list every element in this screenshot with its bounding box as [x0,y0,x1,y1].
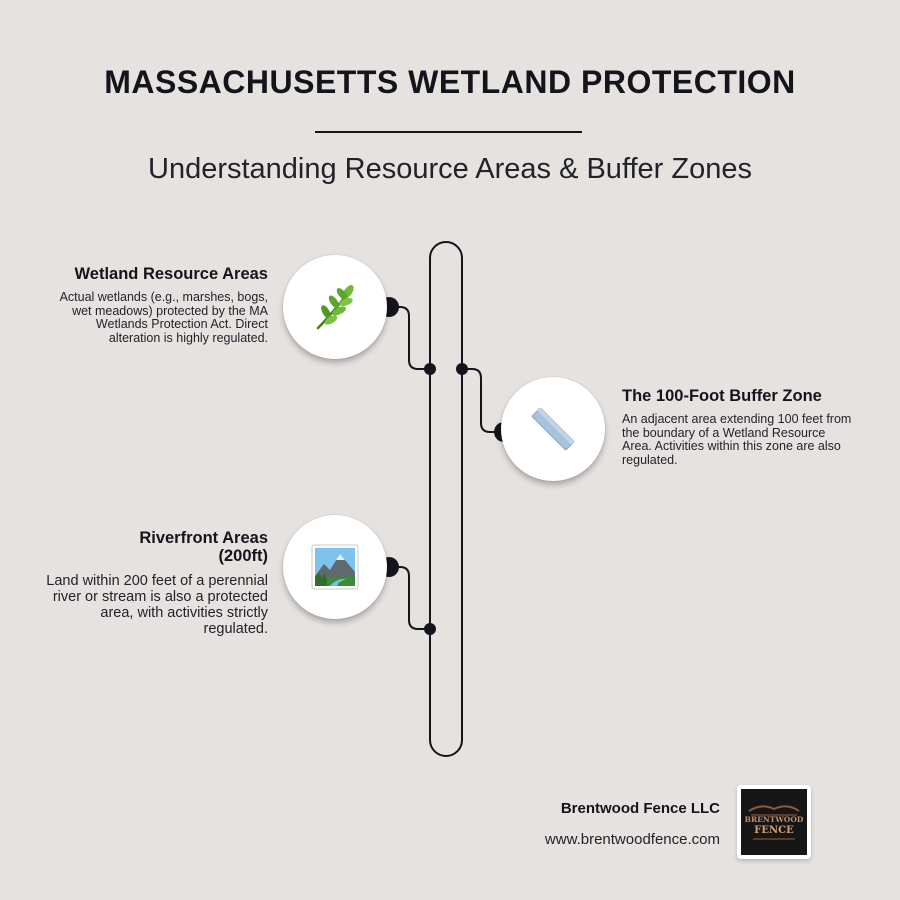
wetland-resource-areas-title: Wetland Resource Areas [74,265,268,283]
svg-text:BRENTWOOD: BRENTWOOD [744,815,804,824]
landscape-picture-icon [310,542,360,592]
company-website-link[interactable]: www.brentwoodfence.com [544,831,720,848]
page-subtitle: Understanding Resource Areas & Buffer Zones [148,153,752,185]
track-junction-wetland [424,363,436,375]
herb-icon [308,280,362,334]
buffer-zone-description: An adjacent area extending 100 feet from the boundary of a Wetland Resource Area. Activities within this zone are also regulated. [622,412,852,467]
connector-buffer [462,369,504,432]
riverfront-areas-block [40,529,268,637]
company-name: Brentwood Fence LLC [560,800,720,817]
connector-riverfront [389,567,430,629]
company-logo [737,785,811,859]
ruler-icon [523,399,583,459]
track-junction-buffer [456,363,468,375]
page-title: MASSACHUSETTS WETLAND PROTECTION [104,64,796,100]
connector-wetland [389,307,430,369]
central-track [430,242,462,756]
buffer-zone-block [622,387,852,467]
svg-text:FENCE: FENCE [754,825,794,836]
wetland-resource-areas-description: Actual wetlands (e.g., marshes, bogs, wet meadows) protected by the MA Wetlands Protection Act. Direct alteration is highly regulated. [59,290,268,345]
brentwood-fence-logo-icon [741,789,807,855]
wetland-resource-areas-block [50,265,268,345]
buffer-zone-title: The 100-Foot Buffer Zone [622,387,822,405]
riverfront-icon-circle [283,515,387,619]
track-junction-riverfront [424,623,436,635]
riverfront-areas-title: Riverfront Areas (200ft) [139,529,268,565]
riverfront-areas-description: Land within 200 feet of a perennial river or stream is also a protected area, with activities strictly regulated. [46,573,268,637]
buffer-icon-circle [501,377,605,481]
wetland-icon-circle [283,255,387,359]
